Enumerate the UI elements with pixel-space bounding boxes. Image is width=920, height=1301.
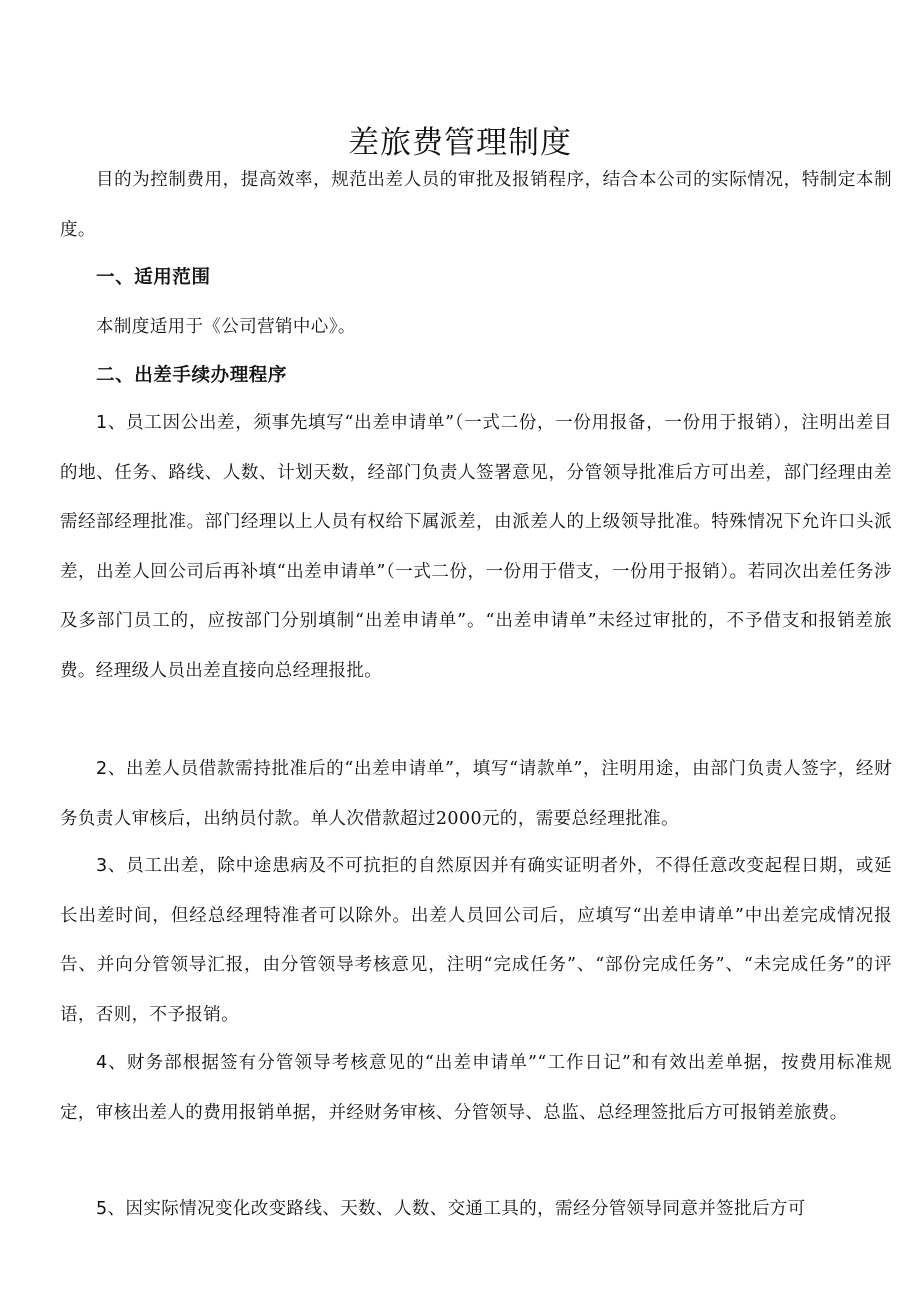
procedure-item-4 (60, 1039, 892, 1138)
item-number: 5 (96, 1199, 108, 1219)
section-heading-scope: 一、适用范围 (96, 267, 211, 288)
document-title: 差旅费管理制度 (348, 124, 572, 161)
scope-paragraph: 本制度适用于《公司营销中心》。 (96, 317, 356, 337)
item-number: 1 (96, 413, 108, 433)
procedure-item-1 (60, 399, 892, 696)
item-text: 、员工因公出差，须事先填写“出差申请单”（一式二份，一份用报备，一份用于报销），注明出差目的地、任务、路线、人数、计划天数，经部门负责人签署意见，分管领导批准后方可出差，部门经理由差需经部经理批准。部门经理以上人员有权给下属派差，由派差人的上级领导批准。特殊情况下允许口头派差，出差人回公司后再补填“出差申请单”（一式二份，一份用于借支，一份用于报销）。若同次出差任务涉及多部门员工的，应按部门分别填制“出差申请单”。“出差申请单”未经过审批的，不予借支和报销差旅费。经理级人员出差直接向总经理报批。 (60, 413, 892, 681)
procedure-item-2 (60, 745, 892, 844)
item-text: 、财务部根据签有分管领导考核意见的“出差申请单”“工作日记”和有效出差单据，按费用标准规定，审核出差人的费用报销单据，并经财务审核、分管领导、总监、总经理签批后方可报销差旅费。 (60, 1053, 892, 1123)
section-heading-procedure: 二、出差手续办理程序 (96, 365, 288, 386)
procedure-item-3 (60, 842, 892, 1040)
procedure-item-5 (60, 1185, 892, 1235)
item-text: 、员工出差，除中途患病及不可抗拒的自然原因并有确实证明者外，不得任意改变起程日期，或延长出差时间，但经总经理特准者可以除外。出差人员回公司后，应填写“出差申请单”中出差完成情况报告、并向分管领导汇报，由分管领导考核意见，注明“完成任务”、“部份完成任务”、“未完成任务”的评语，否则，不予报销。 (60, 856, 892, 1025)
item-number: 2 (96, 759, 108, 779)
item-text: 、因实际情况变化改变路线、天数、人数、交通工具的，需经分管领导同意并签批后方可 (107, 1199, 806, 1219)
item-text: 、出差人员借款需持批准后的“出差申请单”，填写“请款单”，注明用途，由部门负责人签字，经财务负责人审核后，出纳员付款。单人次借款超过2000元的，需要总经理批准。 (60, 759, 892, 829)
item-number: 3 (96, 856, 108, 876)
item-number: 4 (96, 1053, 108, 1073)
intro-paragraph: 目的为控制费用，提高效率，规范出差人员的审批及报销程序，结合本公司的实际情况，特制定本制度。 (60, 170, 892, 240)
